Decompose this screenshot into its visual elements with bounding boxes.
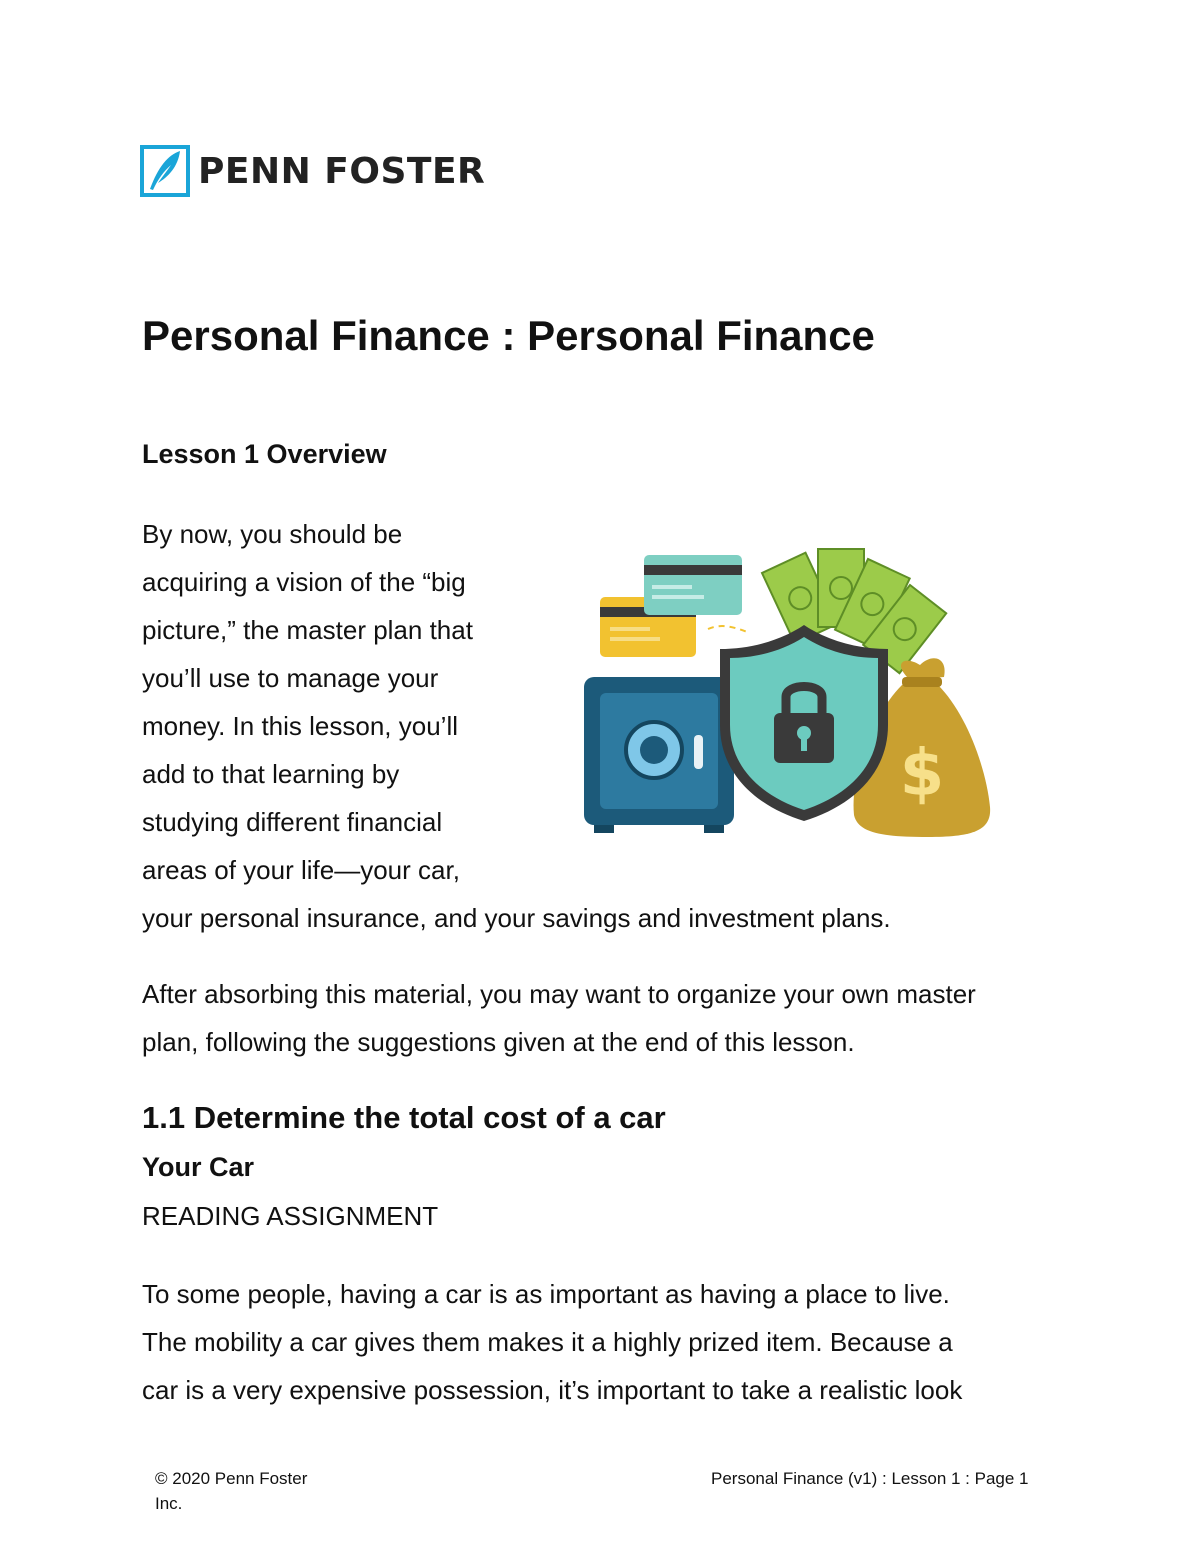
overview-line: you’ll use to manage your [142, 663, 439, 693]
finance-illustration [582, 545, 992, 840]
paragraph-line: car is a very expensive possession, it’s important to take a realistic look [142, 1375, 963, 1405]
paragraph-line: The mobility a car gives them makes it a highly prized item. Because a [142, 1327, 953, 1357]
section-paragraph [142, 1270, 1102, 1414]
footer-copyright-line: © 2020 Penn Foster [155, 1469, 308, 1488]
paragraph-line: plan, following the suggestions given at the end of this lesson. [142, 1027, 855, 1057]
overview-line: money. In this lesson, you’ll [142, 711, 458, 741]
overview-line: By now, you should be [142, 519, 403, 549]
credit-cards-icon [600, 555, 750, 657]
overview-line: acquiring a vision of the “big [142, 567, 466, 597]
paragraph-line: To some people, having a car is as important as having a place to live. [142, 1279, 950, 1309]
overview-paragraph [142, 510, 522, 894]
footer-copyright [155, 1466, 355, 1516]
dollar-sign: $ [899, 737, 945, 811]
brand-name: PENN FOSTER [198, 150, 486, 192]
overview-line: areas of your life—your car, [142, 855, 460, 885]
lesson-overview-heading: Lesson 1 Overview [142, 439, 387, 469]
reading-assignment-label: READING ASSIGNMENT [142, 1201, 439, 1231]
page-title: Personal Finance : Personal Finance [142, 312, 875, 359]
quill-icon [140, 145, 190, 197]
section-heading: 1.1 Determine the total cost of a car [142, 1100, 666, 1135]
section-subheading: Your Car [142, 1152, 255, 1182]
paragraph-line: After absorbing this material, you may want to organize your own master [142, 979, 976, 1009]
footer-page-info: Personal Finance (v1) : Lesson 1 : Page 1 [711, 1469, 1029, 1488]
overview-paragraph-2 [142, 970, 1102, 1066]
overview-line: studying different financial [142, 807, 443, 837]
penn-foster-logo [140, 145, 485, 197]
overview-continuation: your personal insurance, and your savings and investment plans. [142, 903, 891, 933]
overview-line: add to that learning by [142, 759, 400, 789]
footer-copyright-line: Inc. [155, 1494, 183, 1513]
overview-line: picture,” the master plan that [142, 615, 473, 645]
safe-icon [584, 677, 734, 833]
